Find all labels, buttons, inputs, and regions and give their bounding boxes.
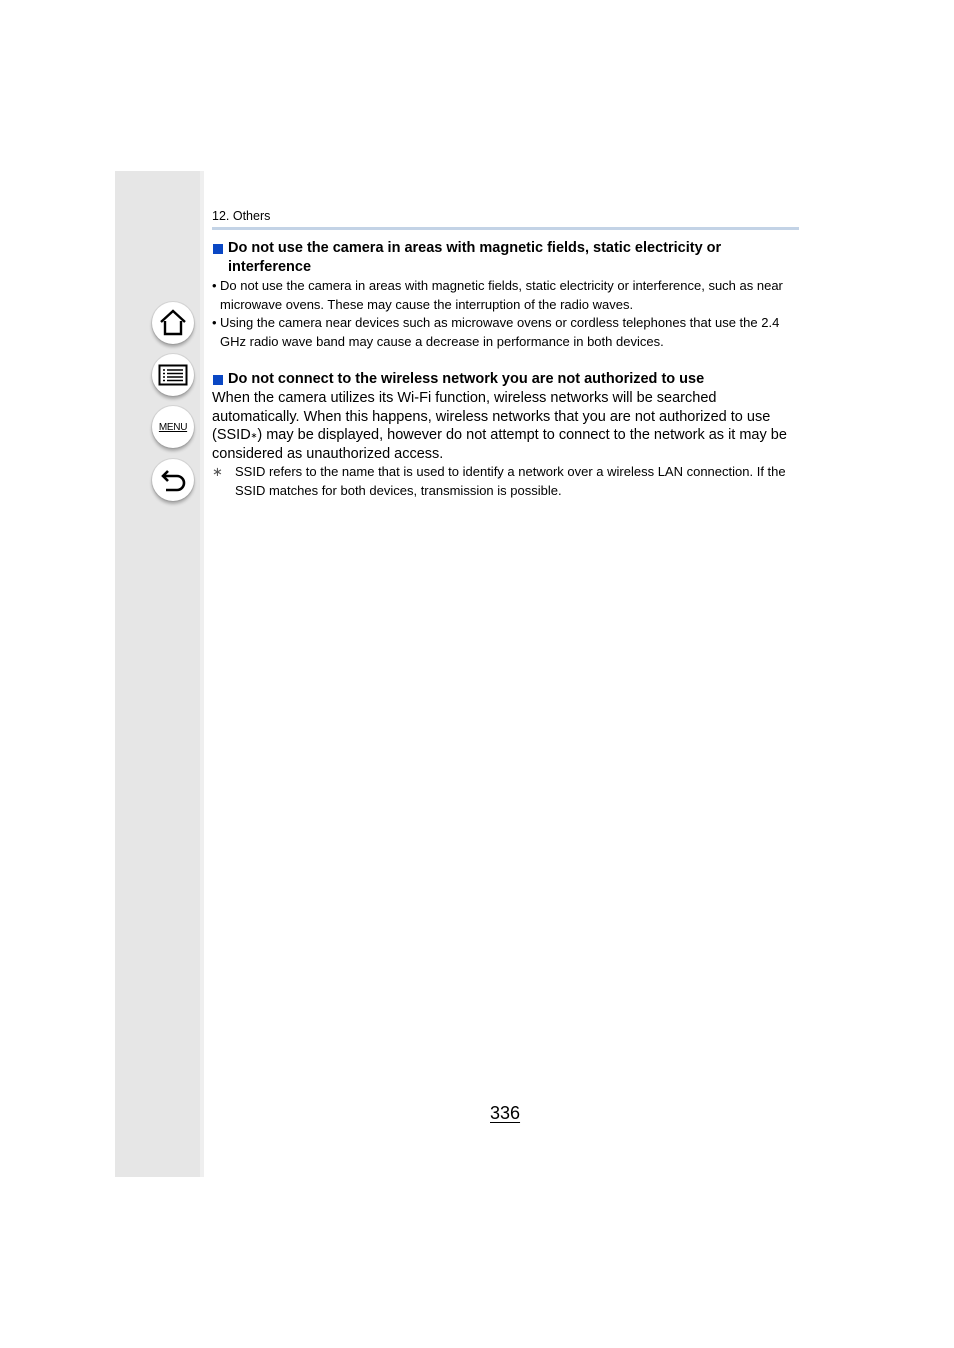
- back-button[interactable]: [152, 459, 194, 501]
- footnote-mark: ∗: [250, 431, 258, 440]
- contents-button[interactable]: [152, 354, 194, 396]
- section-heading-text: Do not connect to the wireless network you are not authorized to use: [228, 371, 705, 387]
- heading-square-icon: [213, 244, 223, 254]
- menu-button[interactable]: [152, 406, 194, 448]
- menu-icon: MENU: [158, 421, 188, 433]
- heading-square-icon: [213, 375, 223, 385]
- section-heading-text: Do not use the camera in areas with magnetic fields, static electricity or interference: [228, 240, 722, 275]
- bullet-dot: •: [212, 315, 217, 330]
- footnote-text: SSID refers to the name that is used to identify a network over a wireless LAN connection. If the SSID matches for both devices, transmission is possible.: [235, 464, 786, 498]
- bullet-item: [212, 314, 802, 351]
- home-button[interactable]: [152, 302, 194, 344]
- bullet-dot: •: [212, 278, 217, 293]
- bullet-item: [212, 277, 802, 314]
- sidebar-edge: [200, 171, 204, 1177]
- page-number: 336: [490, 1103, 521, 1123]
- back-arrow-icon: [158, 467, 188, 493]
- page-content: [212, 239, 802, 500]
- header-rule: [212, 227, 799, 230]
- bullet-text: Do not use the camera in areas with magnetic fields, static electricity or interference, such as near microwave ovens. These may cause the interruption of the radio waves.: [220, 278, 783, 312]
- paragraph-text: ) may be displayed, however do not attempt to connect to the network as it may be considered as unauthorized access.: [212, 427, 787, 462]
- body-paragraph: [212, 389, 802, 463]
- footnote-asterisk-icon: ∗: [212, 464, 223, 479]
- bullet-text: Using the camera near devices such as microwave ovens or cordless telephones that use the 2.4 GHz radio wave band may cause a decrease in performance in both devices.: [220, 315, 780, 349]
- chapter-header: 12. Others: [212, 209, 271, 223]
- home-icon: [158, 309, 188, 337]
- section-heading: [212, 239, 802, 277]
- paragraph-text: When the camera utilizes its Wi-Fi function, wireless networks will be searched automatically. When this happens, wireless networks that you are not authorized to use (SSID: [212, 390, 771, 443]
- list-icon: [158, 364, 188, 386]
- section-heading: [212, 370, 802, 389]
- footnote: [212, 463, 802, 500]
